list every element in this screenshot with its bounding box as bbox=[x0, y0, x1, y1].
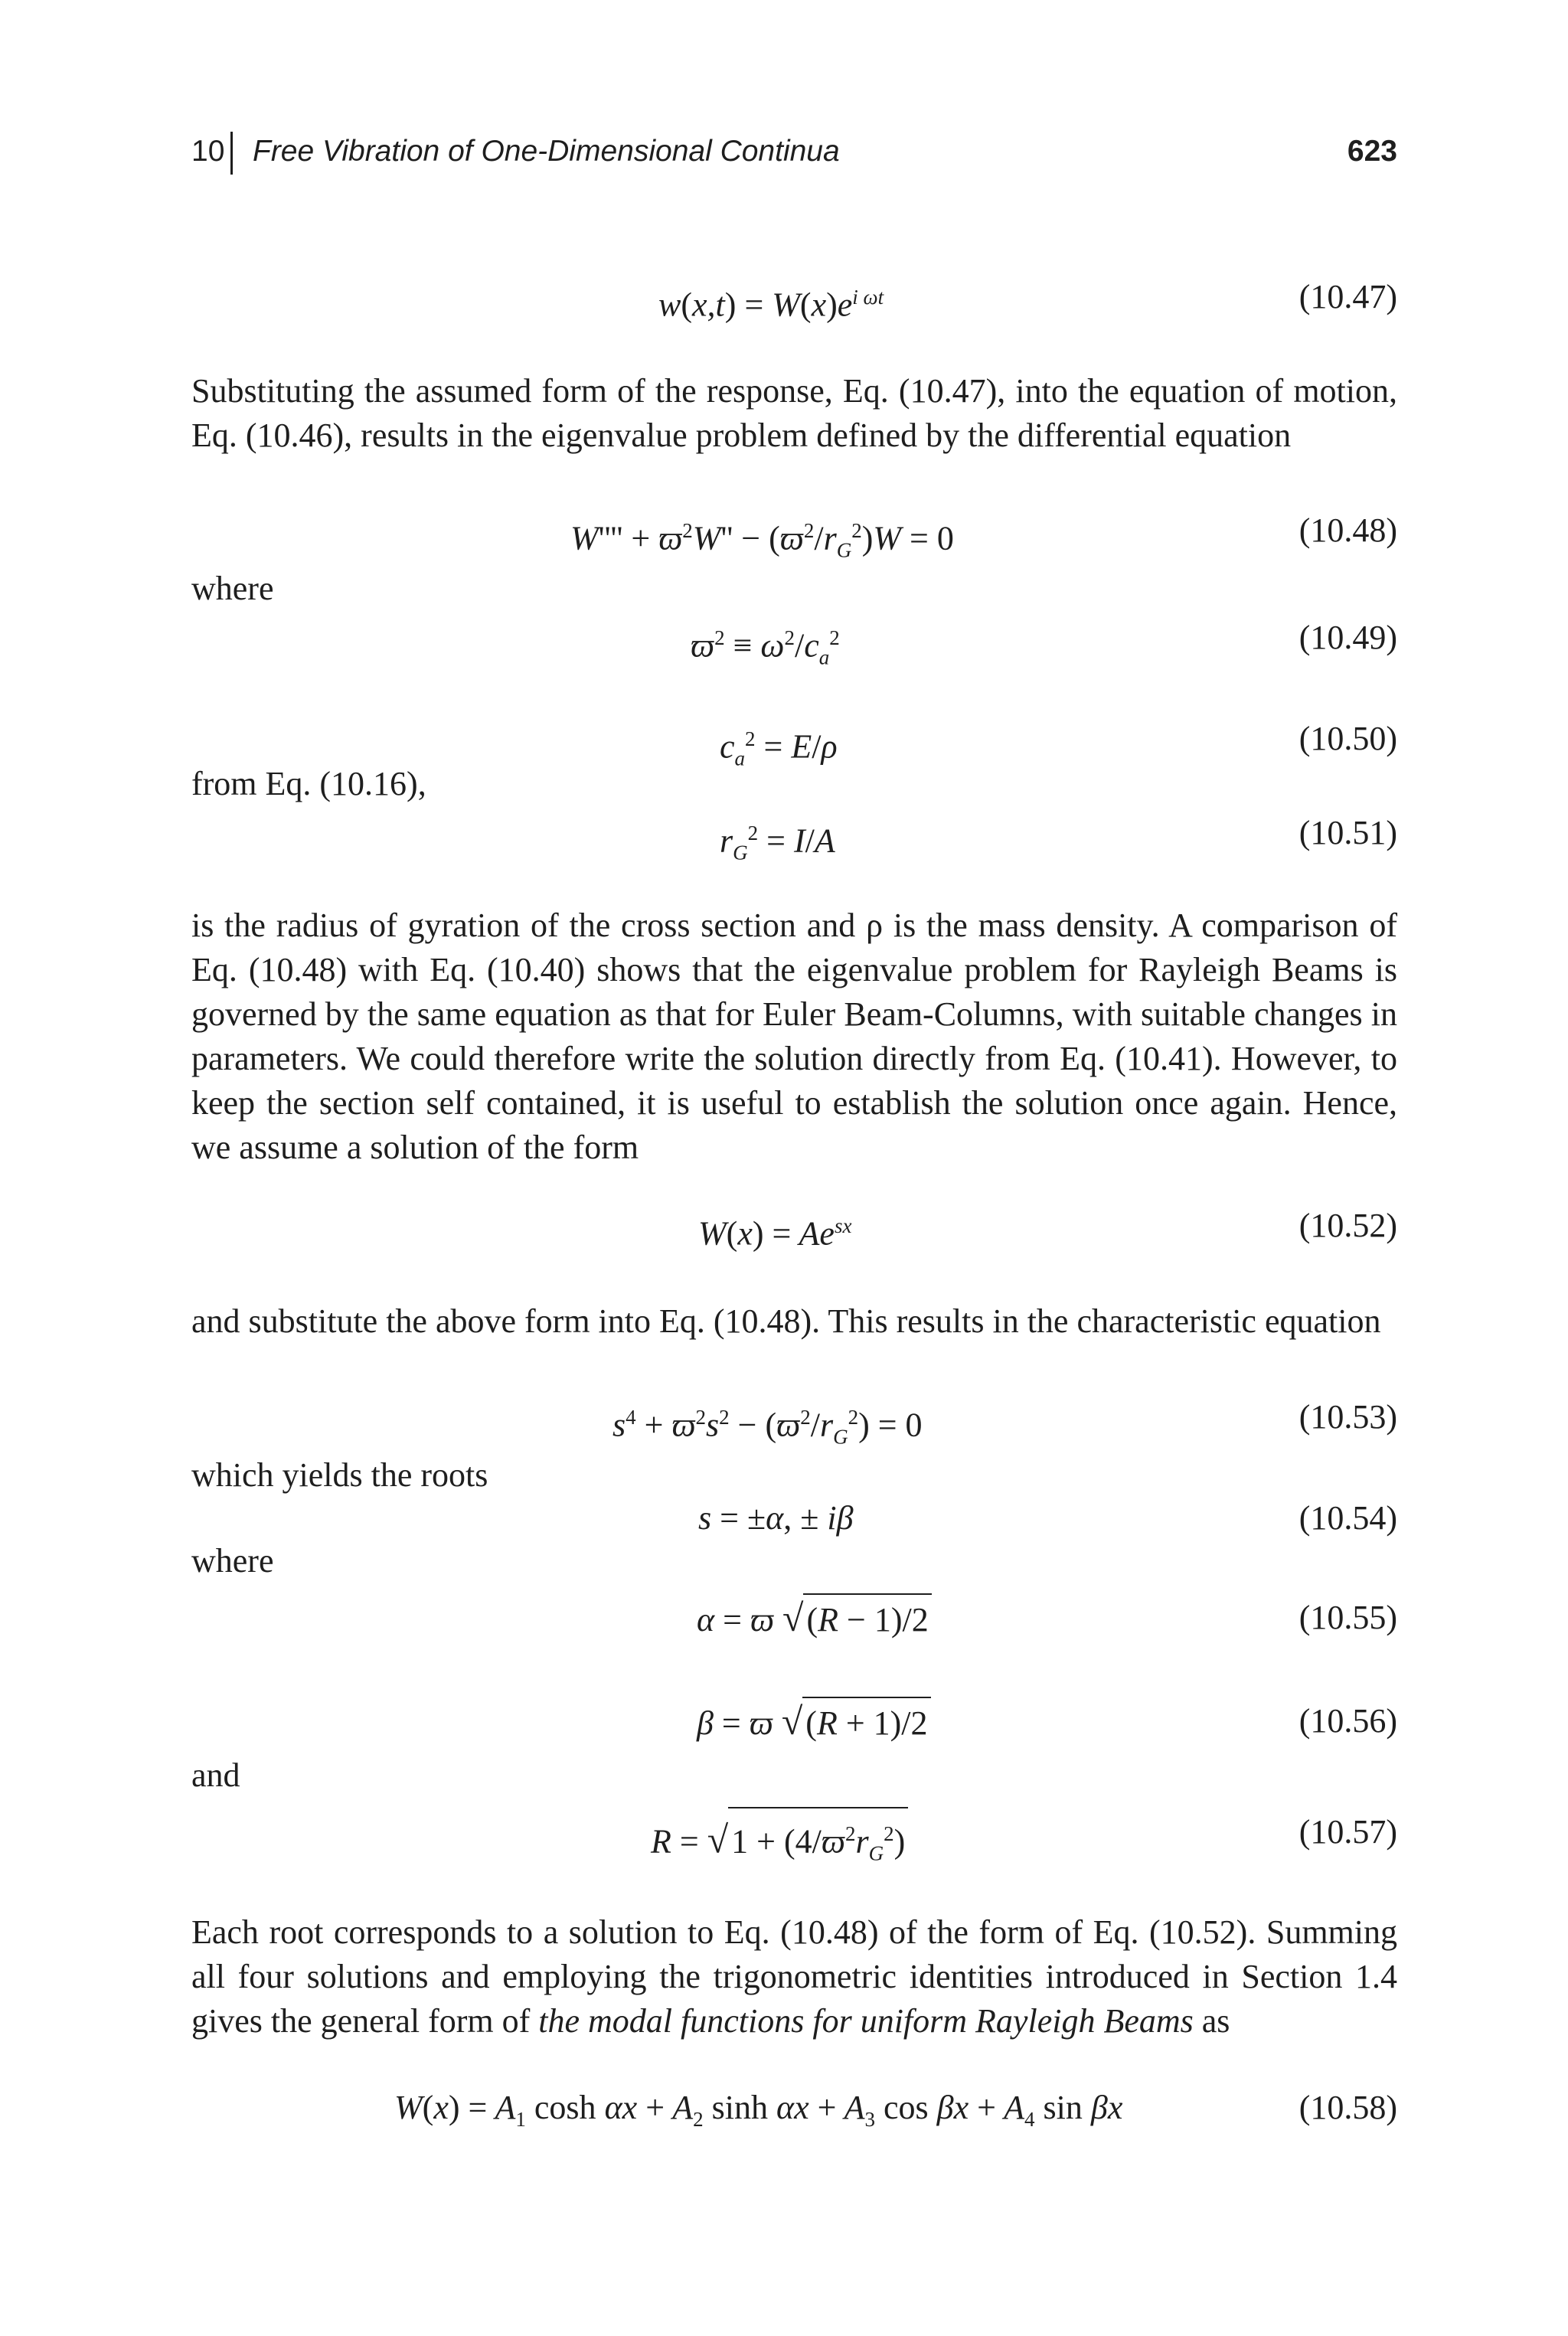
equation-number: (10.54) bbox=[1298, 1499, 1397, 1537]
chapter-title: Free Vibration of One-Dimensional Continua bbox=[253, 135, 840, 168]
label-from-eq: from Eq. (10.16), bbox=[191, 765, 426, 802]
page-number: 623 bbox=[1347, 135, 1397, 168]
equation-formula: $c_a^2 = E/\rho$ bbox=[720, 727, 838, 770]
equation-number: (10.53) bbox=[1298, 1398, 1397, 1436]
equation-number: (10.52) bbox=[1298, 1207, 1397, 1244]
equation-number: (10.51) bbox=[1298, 814, 1397, 851]
equation-10-48 bbox=[191, 505, 1397, 562]
equation-10-49 bbox=[191, 613, 1397, 669]
equation-formula: $W'''' + ϖ^2W'' - (ϖ^2/r_G^2)W = 0$ bbox=[570, 519, 954, 562]
equation-10-53 bbox=[191, 1392, 1397, 1449]
equation-formula: $ϖ^2 \equiv \omega^2/c_a^2$ bbox=[691, 626, 840, 669]
paragraph-1: Substituting the assumed form of the response, Eq. (10.47), into the equation of motion, Eq. (10.46), results in the eigenvalue problem defined by the differential equation bbox=[191, 372, 1397, 454]
equation-10-58 bbox=[191, 2083, 1397, 2133]
equation-10-55 bbox=[191, 1593, 1397, 1643]
header-divider bbox=[230, 132, 233, 175]
label-where: where bbox=[191, 570, 274, 607]
equation-formula: α = ϖ √(R − 1)/2 bbox=[697, 1593, 932, 1645]
equation-formula: $W(x) = Ae^{sx}$ bbox=[698, 1214, 852, 1253]
equation-number: (10.55) bbox=[1298, 1599, 1397, 1636]
equation-10-57 bbox=[191, 1807, 1397, 1865]
equation-10-56 bbox=[191, 1696, 1397, 1746]
paragraph-2: is the radius of gyration of the cross section and ρ is the mass density. A comparison of Eq. (10.48) with Eq. (10.40) shows that the eigenvalue problem for Rayleigh Beams is governed by the same equation as that for Euler Beam-Columns, with suitable changes in parameters. We could therefore write the solution directly from Eq. (10.41). However, to keep the section self contained, it is useful to establish the solution once again. Hence, we assume a solution of the form bbox=[191, 907, 1397, 1166]
equation-formula: $s^4 + ϖ^2s^2 - (ϖ^2/r_G^2) = 0$ bbox=[612, 1406, 923, 1449]
equation-number: (10.48) bbox=[1298, 511, 1397, 549]
equation-10-47 bbox=[191, 272, 1397, 322]
label-which-yields: which yields the roots bbox=[191, 1456, 488, 1494]
equation-number: (10.58) bbox=[1298, 2089, 1397, 2126]
equation-formula: $w(x,t) = W(x)e^{i \omega t}$ bbox=[658, 286, 884, 324]
equation-number: (10.49) bbox=[1298, 619, 1397, 656]
chapter-number: 10 bbox=[191, 135, 225, 168]
equation-10-52 bbox=[191, 1201, 1397, 1251]
equation-10-54 bbox=[191, 1493, 1397, 1544]
equation-number: (10.50) bbox=[1298, 720, 1397, 757]
equation-10-50 bbox=[191, 714, 1397, 770]
label-where-2: where bbox=[191, 1542, 274, 1580]
equation-formula: $W(x) = A_1$ $\cosh \alpha x + A_2$ $\sinh \alpha x + A_3$ $\cos \beta x + A_4$ sin βx bbox=[394, 2089, 1123, 2131]
equation-10-51 bbox=[191, 808, 1397, 864]
emphasis-modal-functions: the modal functions for uniform Rayleigh Beams bbox=[538, 2002, 1194, 2040]
paragraph-3: and substitute the above form into Eq. (10.48). This results in the characteristic equation bbox=[191, 1302, 1381, 1340]
equation-number: (10.47) bbox=[1298, 278, 1397, 315]
equation-formula: β = ϖ √(R + 1)/2 bbox=[697, 1696, 931, 1749]
label-and: and bbox=[191, 1756, 240, 1794]
equation-number: (10.56) bbox=[1298, 1702, 1397, 1740]
equation-formula: $r_G^2 = I/A$ bbox=[720, 822, 835, 864]
equation-formula: $R = √1 + (4/ϖ^2r_G^2)$ bbox=[651, 1807, 908, 1878]
equation-formula: s = ±α, ± iβ bbox=[698, 1499, 854, 1537]
paragraph-4: Each root corresponds to a solution to Eq. (10.48) of the form of Eq. (10.52). Summing all four solutions and employing the trigonometric identities introduced in Section 1.4 gives the general form of the modal functions for uniform Rayleigh Beams as bbox=[191, 1913, 1397, 2040]
equation-number: (10.57) bbox=[1298, 1813, 1397, 1851]
running-header bbox=[191, 132, 1397, 178]
